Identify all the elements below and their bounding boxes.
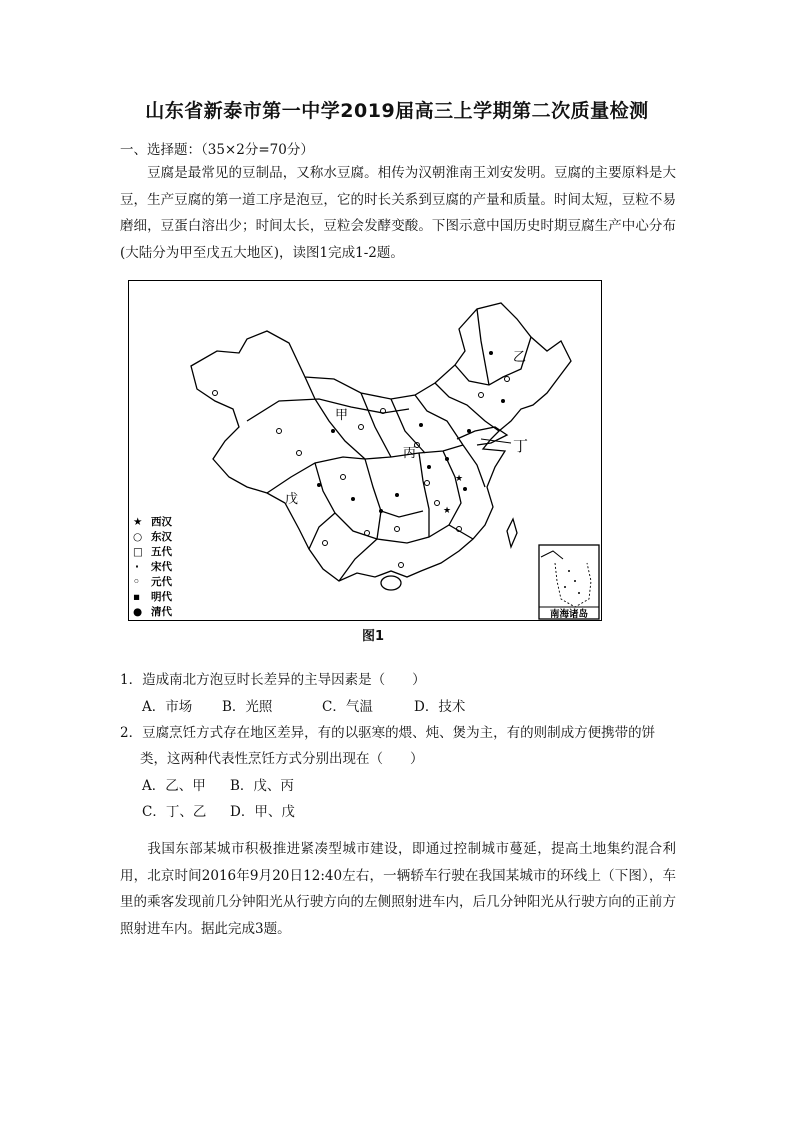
question-2-stem-wrap — [120, 720, 680, 773]
q2-option-a[interactable]: A．乙、甲 — [142, 777, 206, 794]
legend-symbol-6: ● — [133, 606, 143, 618]
legend-label-0: 西汉 — [151, 516, 172, 528]
q1-option-d[interactable]: D．技术 — [414, 698, 466, 715]
map-legend — [133, 515, 172, 618]
q2-option-b[interactable]: B．戊、丙 — [230, 777, 294, 794]
page-title: 山东省新泰市第一中学2019届高三上学期第二次质量检测 — [145, 100, 649, 122]
legend-symbol-2: □ — [133, 546, 143, 558]
q1-option-b[interactable]: B．光照 — [222, 698, 273, 715]
q1-option-a[interactable]: A．市场 — [142, 698, 193, 715]
q1-option-c[interactable]: C．气温 — [322, 698, 373, 715]
region-label-ding: 丁 — [513, 437, 529, 455]
legend-label-6: 清代 — [151, 606, 172, 618]
question-1 — [120, 667, 680, 825]
intro-paragraph — [120, 160, 676, 266]
inset-label: 南海诸岛 — [549, 609, 589, 620]
q2-option-c[interactable]: C．丁、乙 — [142, 803, 207, 820]
passage-2 — [120, 836, 676, 942]
legend-label-5: 明代 — [151, 591, 172, 603]
figure-caption: 图1 — [361, 629, 385, 644]
legend-symbol-0: ★ — [133, 516, 143, 528]
xihan-marker-2: ★ — [443, 506, 452, 516]
region-label-wu: 戊 — [285, 492, 299, 507]
legend-label-1: 东汉 — [151, 531, 172, 543]
legend-label-2: 五代 — [151, 546, 172, 558]
region-label-jia: 甲 — [335, 408, 349, 423]
question-2-options-row2 — [120, 799, 680, 825]
legend-symbol-1: ○ — [133, 531, 143, 543]
question-1-options — [120, 694, 680, 720]
question-1-stem: 1．造成南北方泡豆时长差异的主导因素是（ ） — [120, 672, 426, 688]
legend-symbol-3: · — [135, 561, 139, 573]
china-map-figure — [128, 280, 602, 621]
legend-label-3: 宋代 — [151, 561, 172, 573]
question-2-options-row1 — [120, 773, 680, 799]
legend-symbol-4: ◦ — [133, 576, 140, 588]
region-label-bing: 丙 — [403, 446, 417, 461]
china-map — [129, 281, 601, 620]
q2-option-d[interactable]: D．甲、戊 — [230, 803, 295, 820]
section-heading: 一、选择题：（35×2分=70分） — [120, 142, 314, 158]
passage-2-text: 我国东部某城市积极推进紧凑型城市建设，即通过控制城市蔓延，提高土地集约混合利用，北京时间2016年9月20日12:40左右，一辆轿车行驶在我国某城市的环线上（下图），车里的乘客发现前几分钟阳光从行驶方向的左侧照射进车内，后几分钟阳光从行驶方向的正前方照射进车内。据此完成3题。 — [120, 841, 676, 937]
legend-symbol-5: ▪ — [133, 591, 141, 603]
region-label-yi: 乙 — [513, 350, 527, 365]
xihan-marker: ★ — [455, 474, 464, 484]
legend-label-4: 元代 — [151, 576, 172, 588]
question-2-stem: 2．豆腐烹饪方式存在地区差异，有的以驱寒的煨、炖、煲为主，有的则制成方便携带的饼类，这两种代表性烹饪方式分别出现在（ ） — [120, 724, 656, 767]
south-china-sea-inset — [539, 545, 599, 620]
intro-text: 豆腐是最常见的豆制品，又称水豆腐。相传为汉朝淮南王刘安发明。豆腐的主要原料是大豆，生产豆腐的第一道工序是泡豆，它的时长关系到豆腐的产量和质量。时间太短，豆粒不易磨细，豆蛋白溶出少；时间太长，豆粒会发酵变酸。下图示意中国历史时期豆腐生产中心分布(大陆分为甲至戊五大地区)，读图1完成1-2题。 — [120, 165, 676, 261]
